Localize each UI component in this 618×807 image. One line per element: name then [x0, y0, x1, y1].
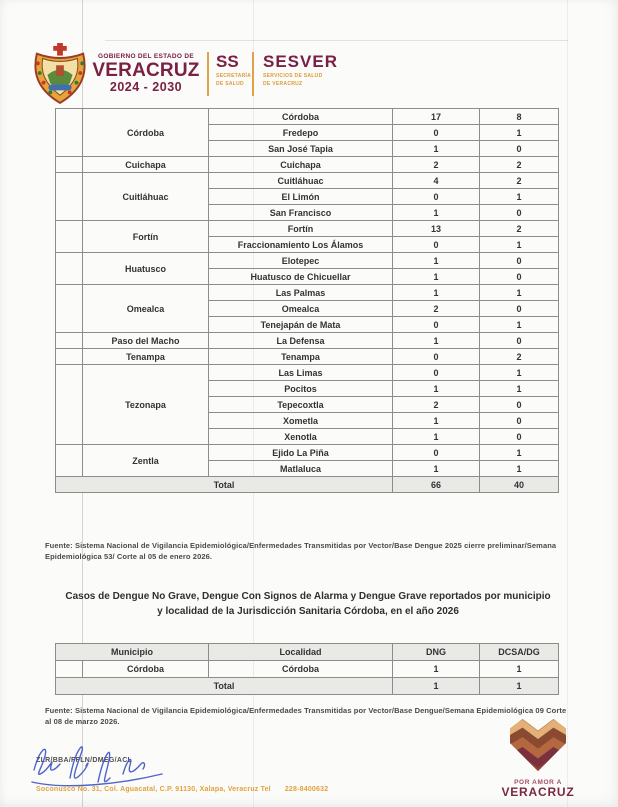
dcsa-value-cell: 2	[480, 349, 559, 365]
ss-sub2: DE SALUD	[216, 80, 244, 87]
dng-value-cell: 0	[393, 445, 480, 461]
table-row	[56, 285, 559, 301]
municipality-cell: Córdoba	[83, 109, 209, 157]
source-note-2025: Fuente: Sistema Nacional de Vigilancia Epidemiológica/Enfermedades Transmitidas por Vector/Base Dengue 2025 cierre preliminar/Semana Epidemiológica 53/ Corte al 05 de enero 2026.	[45, 541, 557, 561]
dcsa-value-cell: 2	[480, 173, 559, 189]
dengue-table-2026	[55, 643, 559, 695]
locality-cell: Tepecoxtla	[209, 397, 393, 413]
header-divider	[252, 52, 254, 96]
section-title-2026: Casos de Dengue No Grave, Dengue Con Signos de Alarma y Dengue Grave reportados por municipio y localidad de la Jurisdicción Sanitaria Córdoba, en el año 2026	[65, 591, 551, 617]
total-label-cell: Total	[56, 678, 393, 695]
locality-cell: Xenotla	[209, 429, 393, 445]
dcsa-value-cell: 0	[480, 413, 559, 429]
locality-cell: Pocitos	[209, 381, 393, 397]
municipality-cell: Huatusco	[83, 253, 209, 285]
dng-value-cell: 1	[393, 269, 480, 285]
ss-logo	[216, 53, 251, 88]
dcsa-value-cell: 0	[480, 205, 559, 221]
table-row	[56, 333, 559, 349]
dcsa-value-cell: 0	[480, 253, 559, 269]
margin-cell	[56, 221, 83, 253]
margin-cell	[56, 173, 83, 221]
dengue-table-2025	[55, 108, 559, 493]
municipality-cell: Tezonapa	[83, 365, 209, 445]
sesver-abbr: SESVER	[263, 52, 338, 71]
locality-cell: Omealca	[209, 301, 393, 317]
dng-value-cell: 17	[393, 109, 480, 125]
dng-value-cell: 4	[393, 173, 480, 189]
veracruz-heart-icon	[506, 716, 570, 772]
total-dcsa-cell: 1	[480, 678, 559, 695]
dng-value-cell: 0	[393, 237, 480, 253]
margin-cell	[56, 285, 83, 333]
dcsa-value-cell: 1	[480, 661, 559, 678]
total-label-cell: Total	[56, 477, 393, 493]
locality-cell: Córdoba	[209, 109, 393, 125]
por-amor-a-veracruz-logo	[492, 716, 584, 799]
table-row	[56, 365, 559, 381]
dcsa-value-cell: 8	[480, 109, 559, 125]
sesver-logo	[263, 53, 338, 88]
gov-line2: VERACRUZ	[92, 60, 200, 81]
table-row	[56, 445, 559, 461]
margin-cell	[56, 109, 83, 157]
veracruz-coat-of-arms-icon	[31, 42, 89, 104]
municipality-cell: Cuichapa	[83, 157, 209, 173]
municipality-cell: Paso del Macho	[83, 333, 209, 349]
dng-value-cell: 1	[393, 253, 480, 269]
dcsa-value-cell: 1	[480, 461, 559, 477]
dcsa-value-cell: 1	[480, 317, 559, 333]
source-note-2026: Fuente: Sistema Nacional de Vigilancia Epidemiológica/Enfermedades Transmitidas por Vector/Base Dengue/Semana Epidemiológica 09 Corte al 08 de marzo 2026.	[45, 706, 567, 726]
gov-line1: GOBIERNO DEL ESTADO DE	[98, 53, 194, 60]
dcsa-value-cell: 0	[480, 141, 559, 157]
dng-value-cell: 2	[393, 301, 480, 317]
column-header: DCSA/DG	[480, 644, 559, 661]
dng-value-cell: 1	[393, 429, 480, 445]
locality-cell: Fraccionamiento Los Álamos	[209, 237, 393, 253]
dng-value-cell: 2	[393, 157, 480, 173]
header-divider	[207, 52, 209, 96]
footer-address	[36, 786, 328, 793]
municipality-cell: Tenampa	[83, 349, 209, 365]
dng-value-cell: 0	[393, 189, 480, 205]
locality-cell: Fortín	[209, 221, 393, 237]
dcsa-value-cell: 1	[480, 445, 559, 461]
ss-sub1: SECRETARÍA	[216, 73, 252, 79]
table-row	[56, 253, 559, 269]
locality-cell: Fredepo	[209, 125, 393, 141]
dng-value-cell: 0	[393, 125, 480, 141]
margin-cell	[56, 661, 83, 678]
handwritten-signature	[26, 736, 186, 790]
table-row	[56, 157, 559, 173]
total-row	[56, 678, 559, 695]
table-row	[56, 109, 559, 125]
dng-value-cell: 2	[393, 397, 480, 413]
locality-cell: Cuitláhuac	[209, 173, 393, 189]
address-text: Soconusco No. 31, Col. Aguacatal, C.P. 91130, Xalapa, Veracruz Tel	[36, 786, 271, 793]
sesver-sub2: DE VERACRUZ	[263, 80, 303, 87]
dng-value-cell: 0	[393, 317, 480, 333]
locality-cell: Xometla	[209, 413, 393, 429]
locality-cell: Cuichapa	[209, 157, 393, 173]
total-row	[56, 477, 559, 493]
dng-value-cell: 0	[393, 349, 480, 365]
municipality-cell: Zentla	[83, 445, 209, 477]
dng-value-cell: 13	[393, 221, 480, 237]
dng-value-cell: 1	[393, 333, 480, 349]
locality-cell: Tenejapán de Mata	[209, 317, 393, 333]
dng-value-cell: 0	[393, 365, 480, 381]
margin-cell	[56, 157, 83, 173]
dng-value-cell: 1	[393, 381, 480, 397]
column-header: Municipio	[56, 644, 209, 661]
dcsa-value-cell: 1	[480, 189, 559, 205]
column-header: DNG	[393, 644, 480, 661]
municipality-cell: Córdoba	[83, 661, 209, 678]
table-row	[56, 349, 559, 365]
government-wordmark	[92, 53, 200, 94]
locality-cell: El Limón	[209, 189, 393, 205]
margin-cell	[56, 333, 83, 349]
brand-slogan: POR AMOR A	[514, 779, 562, 786]
brand-name: VERACRUZ	[501, 785, 575, 799]
document-header	[0, 40, 618, 106]
dcsa-value-cell: 0	[480, 333, 559, 349]
locality-cell: San Francisco	[209, 205, 393, 221]
paper-fold-line	[567, 0, 568, 807]
dng-value-cell: 1	[393, 661, 480, 678]
sesver-sub1: SERVICIOS DE SALUD	[263, 73, 323, 79]
margin-cell	[56, 253, 83, 285]
locality-cell: Las Limas	[209, 365, 393, 381]
dng-value-cell: 1	[393, 413, 480, 429]
table-row	[56, 173, 559, 189]
total-dng-cell: 66	[393, 477, 480, 493]
dng-value-cell: 1	[393, 461, 480, 477]
locality-cell: Las Palmas	[209, 285, 393, 301]
municipality-cell: Fortín	[83, 221, 209, 253]
dcsa-value-cell: 1	[480, 365, 559, 381]
header-row	[56, 644, 559, 661]
margin-cell	[56, 365, 83, 445]
dcsa-value-cell: 1	[480, 125, 559, 141]
locality-cell: La Defensa	[209, 333, 393, 349]
dng-value-cell: 1	[393, 285, 480, 301]
locality-cell: Matlaluca	[209, 461, 393, 477]
dcsa-value-cell: 1	[480, 237, 559, 253]
gov-line3: 2024 - 2030	[109, 80, 183, 94]
locality-cell: Ejido La Piña	[209, 445, 393, 461]
locality-cell: Huatusco de Chicuellar	[209, 269, 393, 285]
dcsa-value-cell: 1	[480, 285, 559, 301]
dcsa-value-cell: 2	[480, 157, 559, 173]
ss-abbr: SS	[216, 52, 239, 71]
dcsa-value-cell: 0	[480, 429, 559, 445]
dcsa-value-cell: 2	[480, 221, 559, 237]
dcsa-value-cell: 0	[480, 269, 559, 285]
column-header: Localidad	[209, 644, 393, 661]
dng-value-cell: 1	[393, 141, 480, 157]
phone-number: 228-8400632	[284, 786, 329, 793]
locality-cell: San José Tapia	[209, 141, 393, 157]
dcsa-value-cell: 1	[480, 381, 559, 397]
total-dng-cell: 1	[393, 678, 480, 695]
total-dcsa-cell: 40	[480, 477, 559, 493]
locality-cell: Elotepec	[209, 253, 393, 269]
margin-cell	[56, 445, 83, 477]
dng-value-cell: 1	[393, 205, 480, 221]
municipality-cell: Omealca	[83, 285, 209, 333]
locality-cell: Tenampa	[209, 349, 393, 365]
municipality-cell: Cuitláhuac	[83, 173, 209, 221]
margin-cell	[56, 349, 83, 365]
dcsa-value-cell: 0	[480, 397, 559, 413]
table-row	[56, 661, 559, 678]
dcsa-value-cell: 0	[480, 301, 559, 317]
table-row	[56, 221, 559, 237]
locality-cell: Córdoba	[209, 661, 393, 678]
responsible-initials: ZLR/BBA/FFLN/DMEG/ACL	[36, 757, 133, 764]
